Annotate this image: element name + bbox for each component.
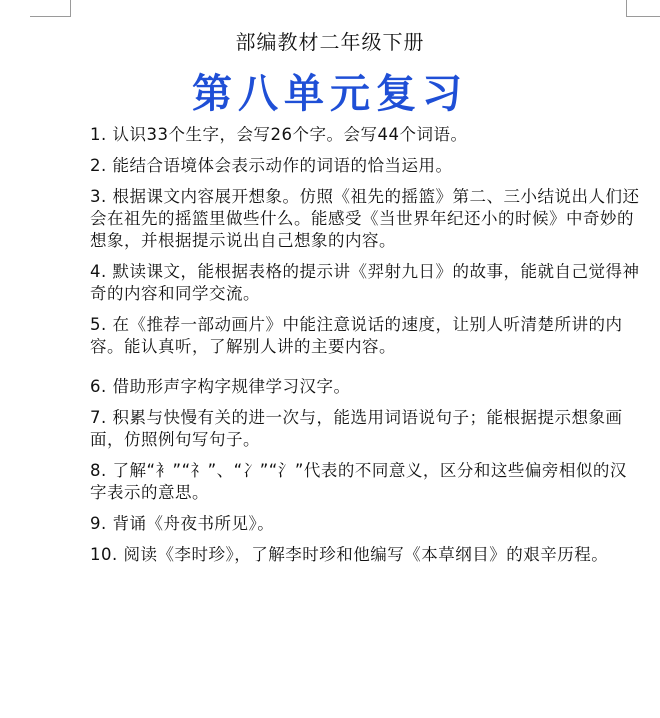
review-item-1: 1. 认识33个生字，会写26个字。会写44个词语。 [90, 125, 468, 144]
review-item-3: 3. 根据课文内容展开想象。仿照《祖先的摇篮》第二、三小结说出人们还会在祖先的摇篮里做些什么。能感受《当世界年纪还小的时候》中奇妙的想象，并根据提示说出自己想象的内容。 [90, 187, 640, 250]
review-item-9: 9. 背诵《舟夜书所见》。 [90, 514, 275, 533]
review-item-4: 4. 默读课文，能根据表格的提示讲《羿射九日》的故事，能就自己觉得神奇的内容和同学交流。 [90, 262, 640, 303]
review-item-8: 8. 了解“衤”“礻”、“冫”“氵”代表的不同意义，区分和这些偏旁相似的汉字表示的意思。 [90, 461, 627, 502]
review-item-5: 5. 在《推荐一部动画片》中能注意说话的速度，让别人听清楚所讲的内容。能认真听，了解别人讲的主要内容。 [90, 315, 623, 356]
crop-mark-right [626, 0, 660, 17]
document-header: 部编教材二年级下册 [235, 30, 425, 54]
crop-mark-left [30, 0, 71, 17]
review-list [90, 124, 642, 575]
review-item-2: 2. 能结合语境体会表示动作的词语的恰当运用。 [90, 156, 453, 175]
review-item-6: 6. 借助形声字构字规律学习汉字。 [90, 377, 351, 396]
review-item-7: 7. 积累与快慢有关的进一次与，能选用词语说句子；能根据提示想象画面，仿照例句写句子。 [90, 408, 623, 449]
page-title: 第八单元复习 [192, 71, 468, 117]
review-item-10: 10. 阅读《李时珍》，了解李时珍和他编写《本草纲目》的艰辛历程。 [90, 545, 609, 564]
